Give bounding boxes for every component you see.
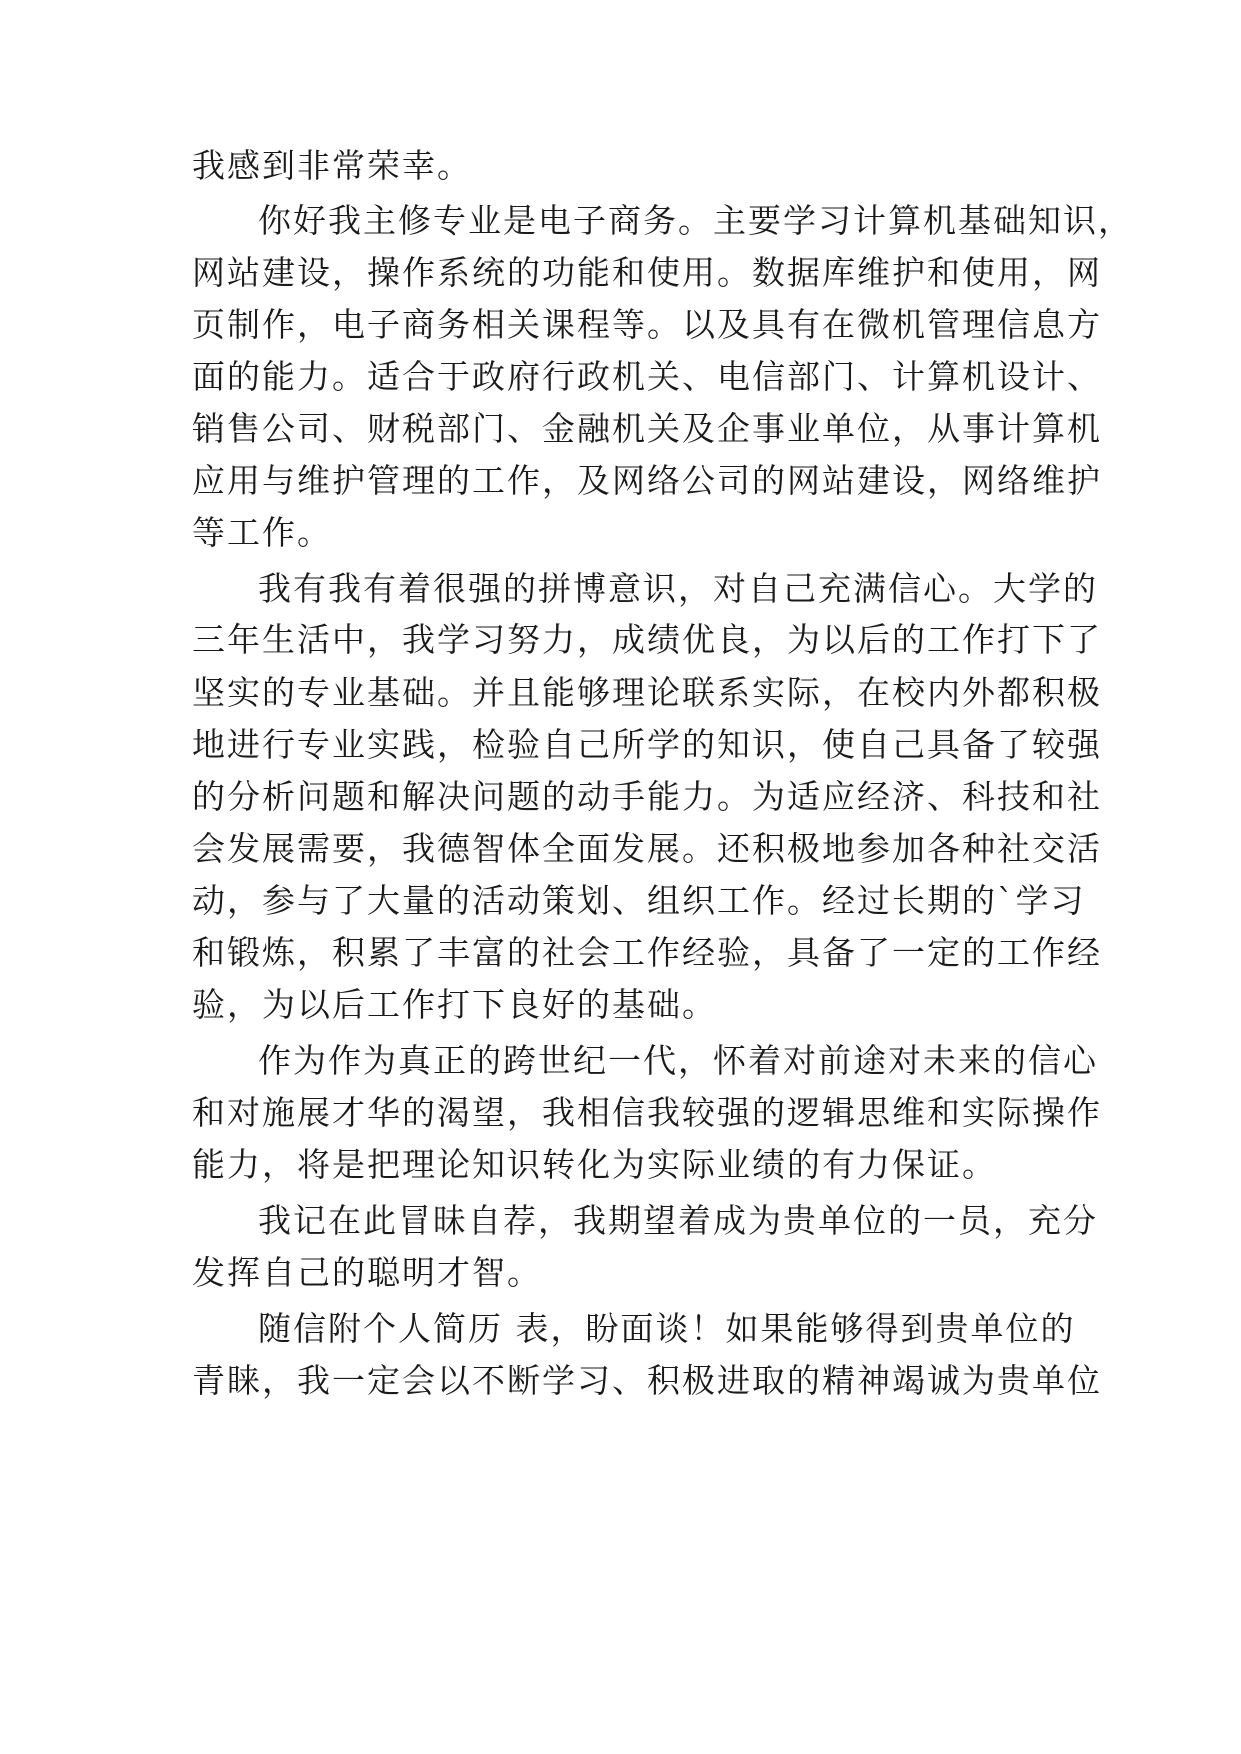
text-line: 网站建设，操作系统的功能和使用。数据库维护和使用，网 <box>192 253 1102 292</box>
text-line: 会发展需要，我德智体全面发展。还积极地参加各种社交活 <box>192 829 1102 868</box>
paragraph-start-line: 我有我有着很强的拼博意识，对自己充满信心。大学的 <box>258 569 1098 608</box>
text-line: 验，为以后工作打下良好的基础。 <box>192 985 717 1024</box>
text-line: 和对施展才华的渴望，我相信我较强的逻辑思维和实际操作 <box>192 1093 1102 1132</box>
paragraph-start-line: 作为作为真正的跨世纪一代，怀着对前途对未来的信心 <box>258 1041 1098 1080</box>
text-line: 页制作，电子商务相关课程等。以及具有在微机管理信息方 <box>192 305 1102 344</box>
paragraph-start-line: 随信附个人简历 表，盼面谈！如果能够得到贵单位的 <box>258 1309 1076 1348</box>
text-line: 等工作。 <box>192 513 332 552</box>
text-line: 动，参与了大量的活动策划、组织工作。经过长期的`学习 <box>192 881 1086 920</box>
text-line: 发挥自己的聪明才智。 <box>192 1253 542 1292</box>
paragraph-start-line: 我记在此冒昧自荐，我期望着成为贵单位的一员，充分 <box>258 1201 1098 1240</box>
text-line: 坚实的专业基础。并且能够理论联系实际，在校内外都积极 <box>192 673 1102 712</box>
text-line: 面的能力。适合于政府行政机关、电信部门、计算机设计、 <box>192 357 1102 396</box>
text-line: 能力，将是把理论知识转化为实际业绩的有力保证。 <box>192 1145 997 1184</box>
text-line: 应用与维护管理的工作，及网络公司的网站建设，网络维护 <box>192 461 1102 500</box>
text-line: 和锻炼，积累了丰富的社会工作经验，具备了一定的工作经 <box>192 933 1102 972</box>
paragraph-start-line: 你好我主修专业是电子商务。主要学习计算机基础知识， <box>258 201 1133 240</box>
text-line: 青睐，我一定会以不断学习、积极进取的精神竭诚为贵单位 <box>192 1361 1102 1400</box>
text-line: 我感到非常荣幸。 <box>192 146 472 185</box>
text-line: 的分析问题和解决问题的动手能力。为适应经济、科技和社 <box>192 777 1102 816</box>
text-line: 地进行专业实践，检验自己所学的知识，使自己具备了较强 <box>192 725 1102 764</box>
text-line: 销售公司、财税部门、金融机关及企事业单位，从事计算机 <box>192 409 1102 448</box>
text-line: 三年生活中，我学习努力，成绩优良，为以后的工作打下了 <box>192 620 1102 659</box>
